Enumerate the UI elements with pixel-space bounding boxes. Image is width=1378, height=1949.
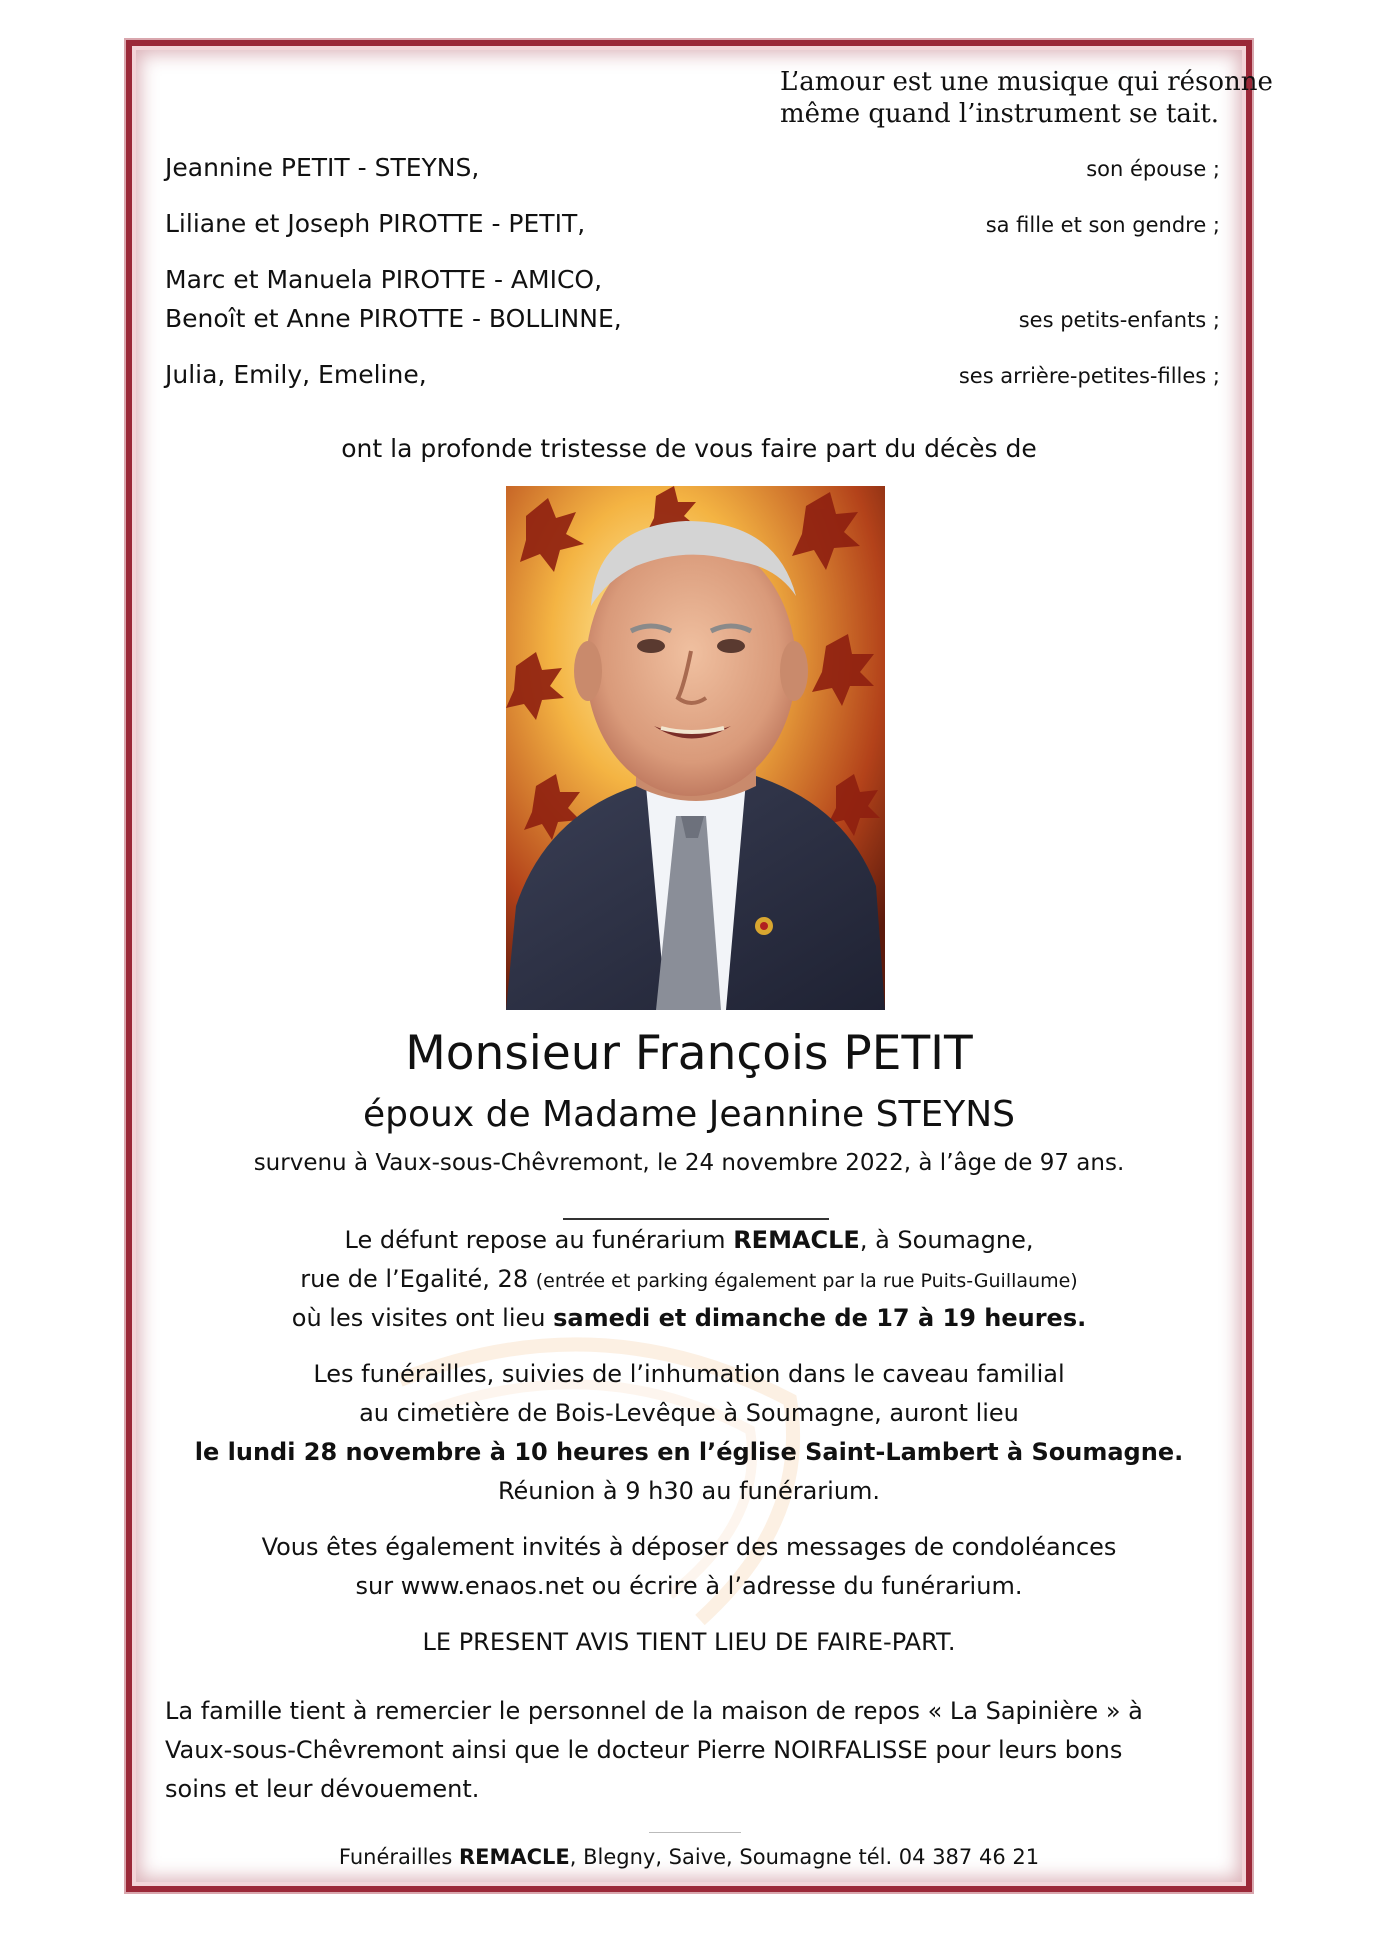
thanks-paragraph bbox=[165, 1692, 1185, 1809]
deceased-name: Monsieur François PETIT bbox=[405, 1026, 973, 1081]
deceased-spouse: époux de Madame Jeannine STEYNS bbox=[363, 1094, 1015, 1135]
family-relation-4: ses arrière-petites-filles ; bbox=[958, 364, 1220, 388]
funeral-home-name: REMACLE bbox=[733, 1226, 860, 1254]
funeral-date-place: le lundi 28 novembre à 10 heures en l’église Saint-Lambert à Soumagne. bbox=[194, 1438, 1184, 1466]
thanks-line-2: Vaux-sous-Chêvremont ainsi que le docteur Pierre NOIRFALISSE pour leurs bons bbox=[165, 1736, 1123, 1764]
family-relation-3: ses petits-enfants ; bbox=[1018, 308, 1220, 332]
thanks-line-3: soins et leur dévouement. bbox=[165, 1775, 480, 1803]
funeral-line-3 bbox=[0, 1433, 1378, 1472]
epigraph-quote bbox=[780, 66, 1273, 130]
condolences-line-1: Vous êtes également invités à déposer des messages de condoléances bbox=[261, 1533, 1117, 1561]
condolences-line-2: sur www.enaos.net ou écrire à l’adresse du funérarium. bbox=[355, 1572, 1023, 1600]
visitation-line-3 bbox=[0, 1299, 1378, 1338]
visitation-line-2 bbox=[0, 1260, 1378, 1301]
footer-contact bbox=[0, 1842, 1378, 1872]
announcement-intro: ont la profonde tristesse de vous faire part du décès de bbox=[341, 434, 1037, 463]
footer-text-c: , Blegny, Saive, Soumagne tél. 04 387 46 21 bbox=[569, 1845, 1040, 1869]
funeral-line-2: au cimetière de Bois-Levêque à Soumagne, auront lieu bbox=[359, 1399, 1019, 1427]
quote-line-1: L’amour est une musique qui résonne bbox=[780, 67, 1273, 97]
family-name-1: Jeannine PETIT - STEYNS, bbox=[165, 153, 480, 182]
visitation-parking-note: (entrée et parking également par la rue Puits-Guillaume) bbox=[535, 1270, 1078, 1292]
family-relation-2: sa fille et son gendre ; bbox=[985, 213, 1220, 237]
notice-text: LE PRESENT AVIS TIENT LIEU DE FAIRE-PART. bbox=[422, 1628, 956, 1656]
family-name-3b: Benoît et Anne PIROTTE - BOLLINNE, bbox=[165, 304, 622, 333]
thanks-line-1: La famille tient à remercier le personnel de la maison de repos « La Sapinière » à bbox=[165, 1697, 1143, 1725]
visitation-line-1 bbox=[0, 1221, 1378, 1260]
separator-line bbox=[563, 1218, 829, 1220]
family-name-4: Julia, Emily, Emeline, bbox=[165, 360, 427, 389]
quote-line-2: même quand l’instrument se tait. bbox=[780, 99, 1219, 129]
visitation-text-c: , à Soumagne, bbox=[859, 1226, 1034, 1254]
visitation-address: rue de l’Egalité, 28 bbox=[300, 1265, 536, 1293]
funeral-line-4: Réunion à 9 h30 au funérarium. bbox=[497, 1477, 881, 1505]
footer-separator bbox=[649, 1832, 741, 1833]
visitation-hours: samedi et dimanche de 17 à 19 heures. bbox=[553, 1304, 1087, 1332]
family-relation-1: son épouse ; bbox=[1086, 157, 1220, 181]
family-name-2: Liliane et Joseph PIROTTE - PETIT, bbox=[165, 209, 586, 238]
deceased-death-details: survenu à Vaux-sous-Chêvremont, le 24 novembre 2022, à l’âge de 97 ans. bbox=[253, 1150, 1125, 1176]
funeral-line-1: Les funérailles, suivies de l’inhumation dans le caveau familial bbox=[313, 1360, 1065, 1388]
footer-text-a: Funérailles bbox=[338, 1845, 459, 1869]
portrait-photo bbox=[506, 486, 885, 1010]
visitation-text-a: Le défunt repose au funérarium bbox=[344, 1226, 734, 1254]
visitation-hours-intro: où les visites ont lieu bbox=[291, 1304, 554, 1332]
footer-funeral-home: REMACLE bbox=[458, 1845, 570, 1869]
family-name-3a: Marc et Manuela PIROTTE - AMICO, bbox=[165, 265, 603, 294]
